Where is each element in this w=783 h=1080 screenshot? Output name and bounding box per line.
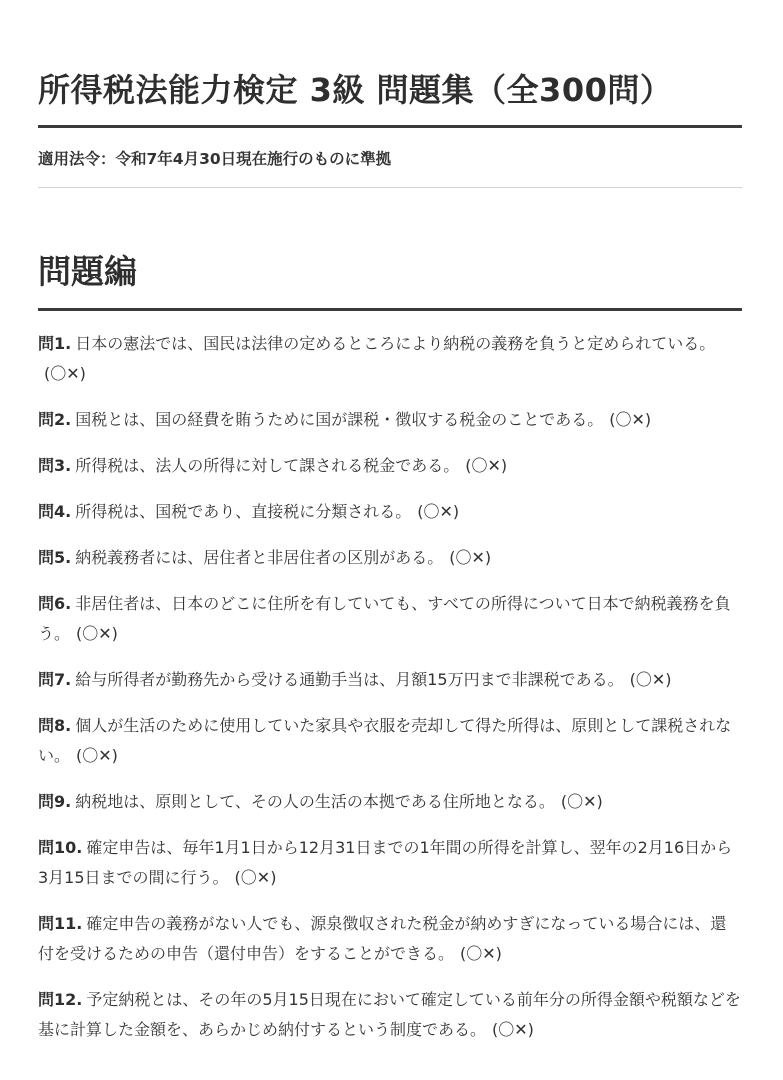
question-number: 問5.	[38, 548, 72, 567]
true-false-mark: (〇✕)	[609, 410, 652, 429]
true-false-mark: (〇✕)	[465, 456, 508, 475]
question-text: 所得税は、国税であり、直接税に分類される。	[75, 502, 412, 521]
true-false-mark: (〇✕)	[76, 746, 118, 765]
question-number: 問2.	[38, 410, 72, 429]
true-false-mark: (〇✕)	[460, 944, 502, 963]
question-text: 納税義務者には、居住者と非居住者の区別がある。	[75, 548, 444, 567]
question-text: 納税地は、原則として、その人の生活の本拠である住所地となる。	[75, 792, 555, 811]
document-title: 所得税法能力検定 3級 問題集（全300問）	[38, 71, 673, 109]
true-false-mark: (〇✕)	[492, 1020, 534, 1039]
question-text: 国税とは、国の経費を賄うために国が課税・徴収する税金のことである。	[75, 410, 604, 429]
true-false-mark: (〇✕)	[44, 364, 86, 383]
question-text: 確定申告は、毎年1月1日から12月31日までの1年間の所得を計算し、翌年の2月16日から3月15日までの間に行う。	[38, 838, 733, 887]
true-false-mark: (〇✕)	[234, 868, 277, 887]
question-item	[38, 909, 742, 969]
question-number: 問1.	[38, 334, 72, 353]
question-item	[38, 451, 742, 481]
section-title: 問題編	[38, 252, 137, 291]
question-item	[38, 833, 742, 893]
question-text: 給与所得者が勤務先から受ける通勤手当は、月額15万円まで非課税である。	[75, 670, 624, 689]
question-number: 問3.	[38, 456, 72, 475]
question-number: 問8.	[38, 716, 72, 735]
question-item	[38, 497, 742, 527]
question-number: 問9.	[38, 792, 72, 811]
question-text: 個人が生活のために使用していた家具や衣服を売却して得た所得は、原則として課税されない。	[38, 716, 732, 765]
question-text: 日本の憲法では、国民は法律の定めるところにより納税の義務を負うと定められている。	[75, 334, 716, 353]
true-false-mark: (〇✕)	[449, 548, 492, 567]
question-text: 予定納税とは、その年の5月15日現在において確定している前年分の所得金額や税額などを基に計算した金額を、あらかじめ納付するという制度である。	[38, 990, 741, 1039]
question-item	[38, 665, 742, 695]
question-number: 問12.	[38, 990, 83, 1009]
question-number: 問10.	[38, 838, 83, 857]
question-text: 所得税は、法人の所得に対して課される税金である。	[75, 456, 460, 475]
question-item	[38, 329, 742, 389]
header-divider	[38, 187, 742, 188]
question-item	[38, 787, 742, 817]
true-false-mark: (〇✕)	[629, 670, 672, 689]
question-number: 問6.	[38, 594, 72, 613]
question-number: 問11.	[38, 914, 83, 933]
question-text: 確定申告の義務がない人でも、源泉徴収された税金が納めすぎになっている場合には、還付を受けるための申告（還付申告）をすることができる。	[38, 914, 727, 963]
section-divider	[38, 308, 742, 311]
question-item	[38, 543, 742, 573]
true-false-mark: (〇✕)	[560, 792, 603, 811]
question-list	[38, 329, 742, 1045]
question-item	[38, 985, 742, 1045]
question-number: 問4.	[38, 502, 72, 521]
question-item	[38, 405, 742, 435]
question-item	[38, 711, 742, 771]
true-false-mark: (〇✕)	[417, 502, 460, 521]
true-false-mark: (〇✕)	[76, 624, 118, 643]
question-text: 非居住者は、日本のどこに住所を有していても、すべての所得について日本で納税義務を負う。	[38, 594, 731, 643]
question-number: 問7.	[38, 670, 72, 689]
question-item	[38, 589, 742, 649]
title-divider	[38, 125, 742, 128]
law-basis-note: 適用法令：令和7年4月30日現在施行のものに準拠	[38, 150, 392, 168]
